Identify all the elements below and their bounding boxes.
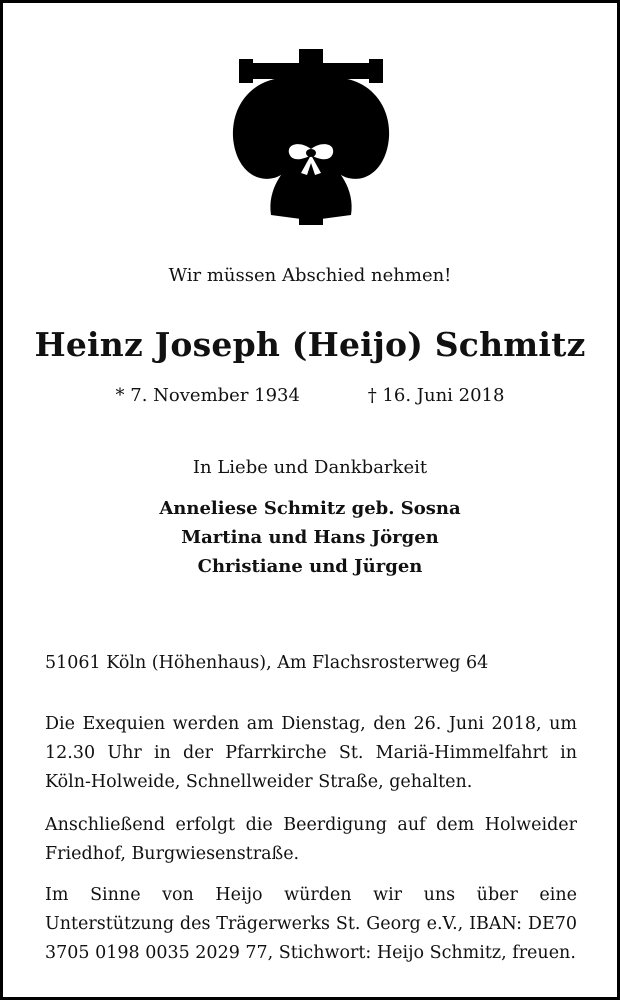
- donation-paragraph: Im Sinne von Heijo würden wir uns über eine Unterstützung des Trägerwerks St. Georg e.V., IBAN: DE70 3705 0198 0035 2029 77, Stichwort: Heijo Schmitz, freuen.: [45, 885, 577, 963]
- death-date: † 16. Juni 2018: [367, 385, 505, 406]
- family-member: Christiane und Jürgen: [197, 556, 423, 577]
- farewell-heading: Wir müssen Abschied nehmen!: [168, 265, 452, 286]
- family-member: Martina und Hans Jörgen: [181, 527, 439, 548]
- birth-date: * 7. November 1934: [115, 385, 300, 406]
- deceased-name: Heinz Joseph (Heijo) Schmitz: [34, 325, 586, 364]
- dedication-line: In Liebe und Dankbarkeit: [192, 457, 428, 478]
- burial-paragraph: Anschließend erfolgt die Beerdigung auf dem Holweider Friedhof, Burgwiesenstraße.: [45, 815, 577, 864]
- scout-cross-icon: [231, 49, 391, 225]
- funeral-service-paragraph: Die Exequien werden am Dienstag, den 26. Juni 2018, um 12.30 Uhr in der Pfarrkirche St. Mariä-Himmelfahrt in Köln-Holweide, Schnellweider Straße, gehalten.: [45, 714, 577, 792]
- life-dates: [3, 385, 617, 406]
- address: 51061 Köln (Höhenhaus), Am Flachsrosterweg 64: [45, 653, 489, 673]
- family-member: Anneliese Schmitz geb. Sosna: [159, 498, 461, 519]
- family-list: [3, 494, 617, 581]
